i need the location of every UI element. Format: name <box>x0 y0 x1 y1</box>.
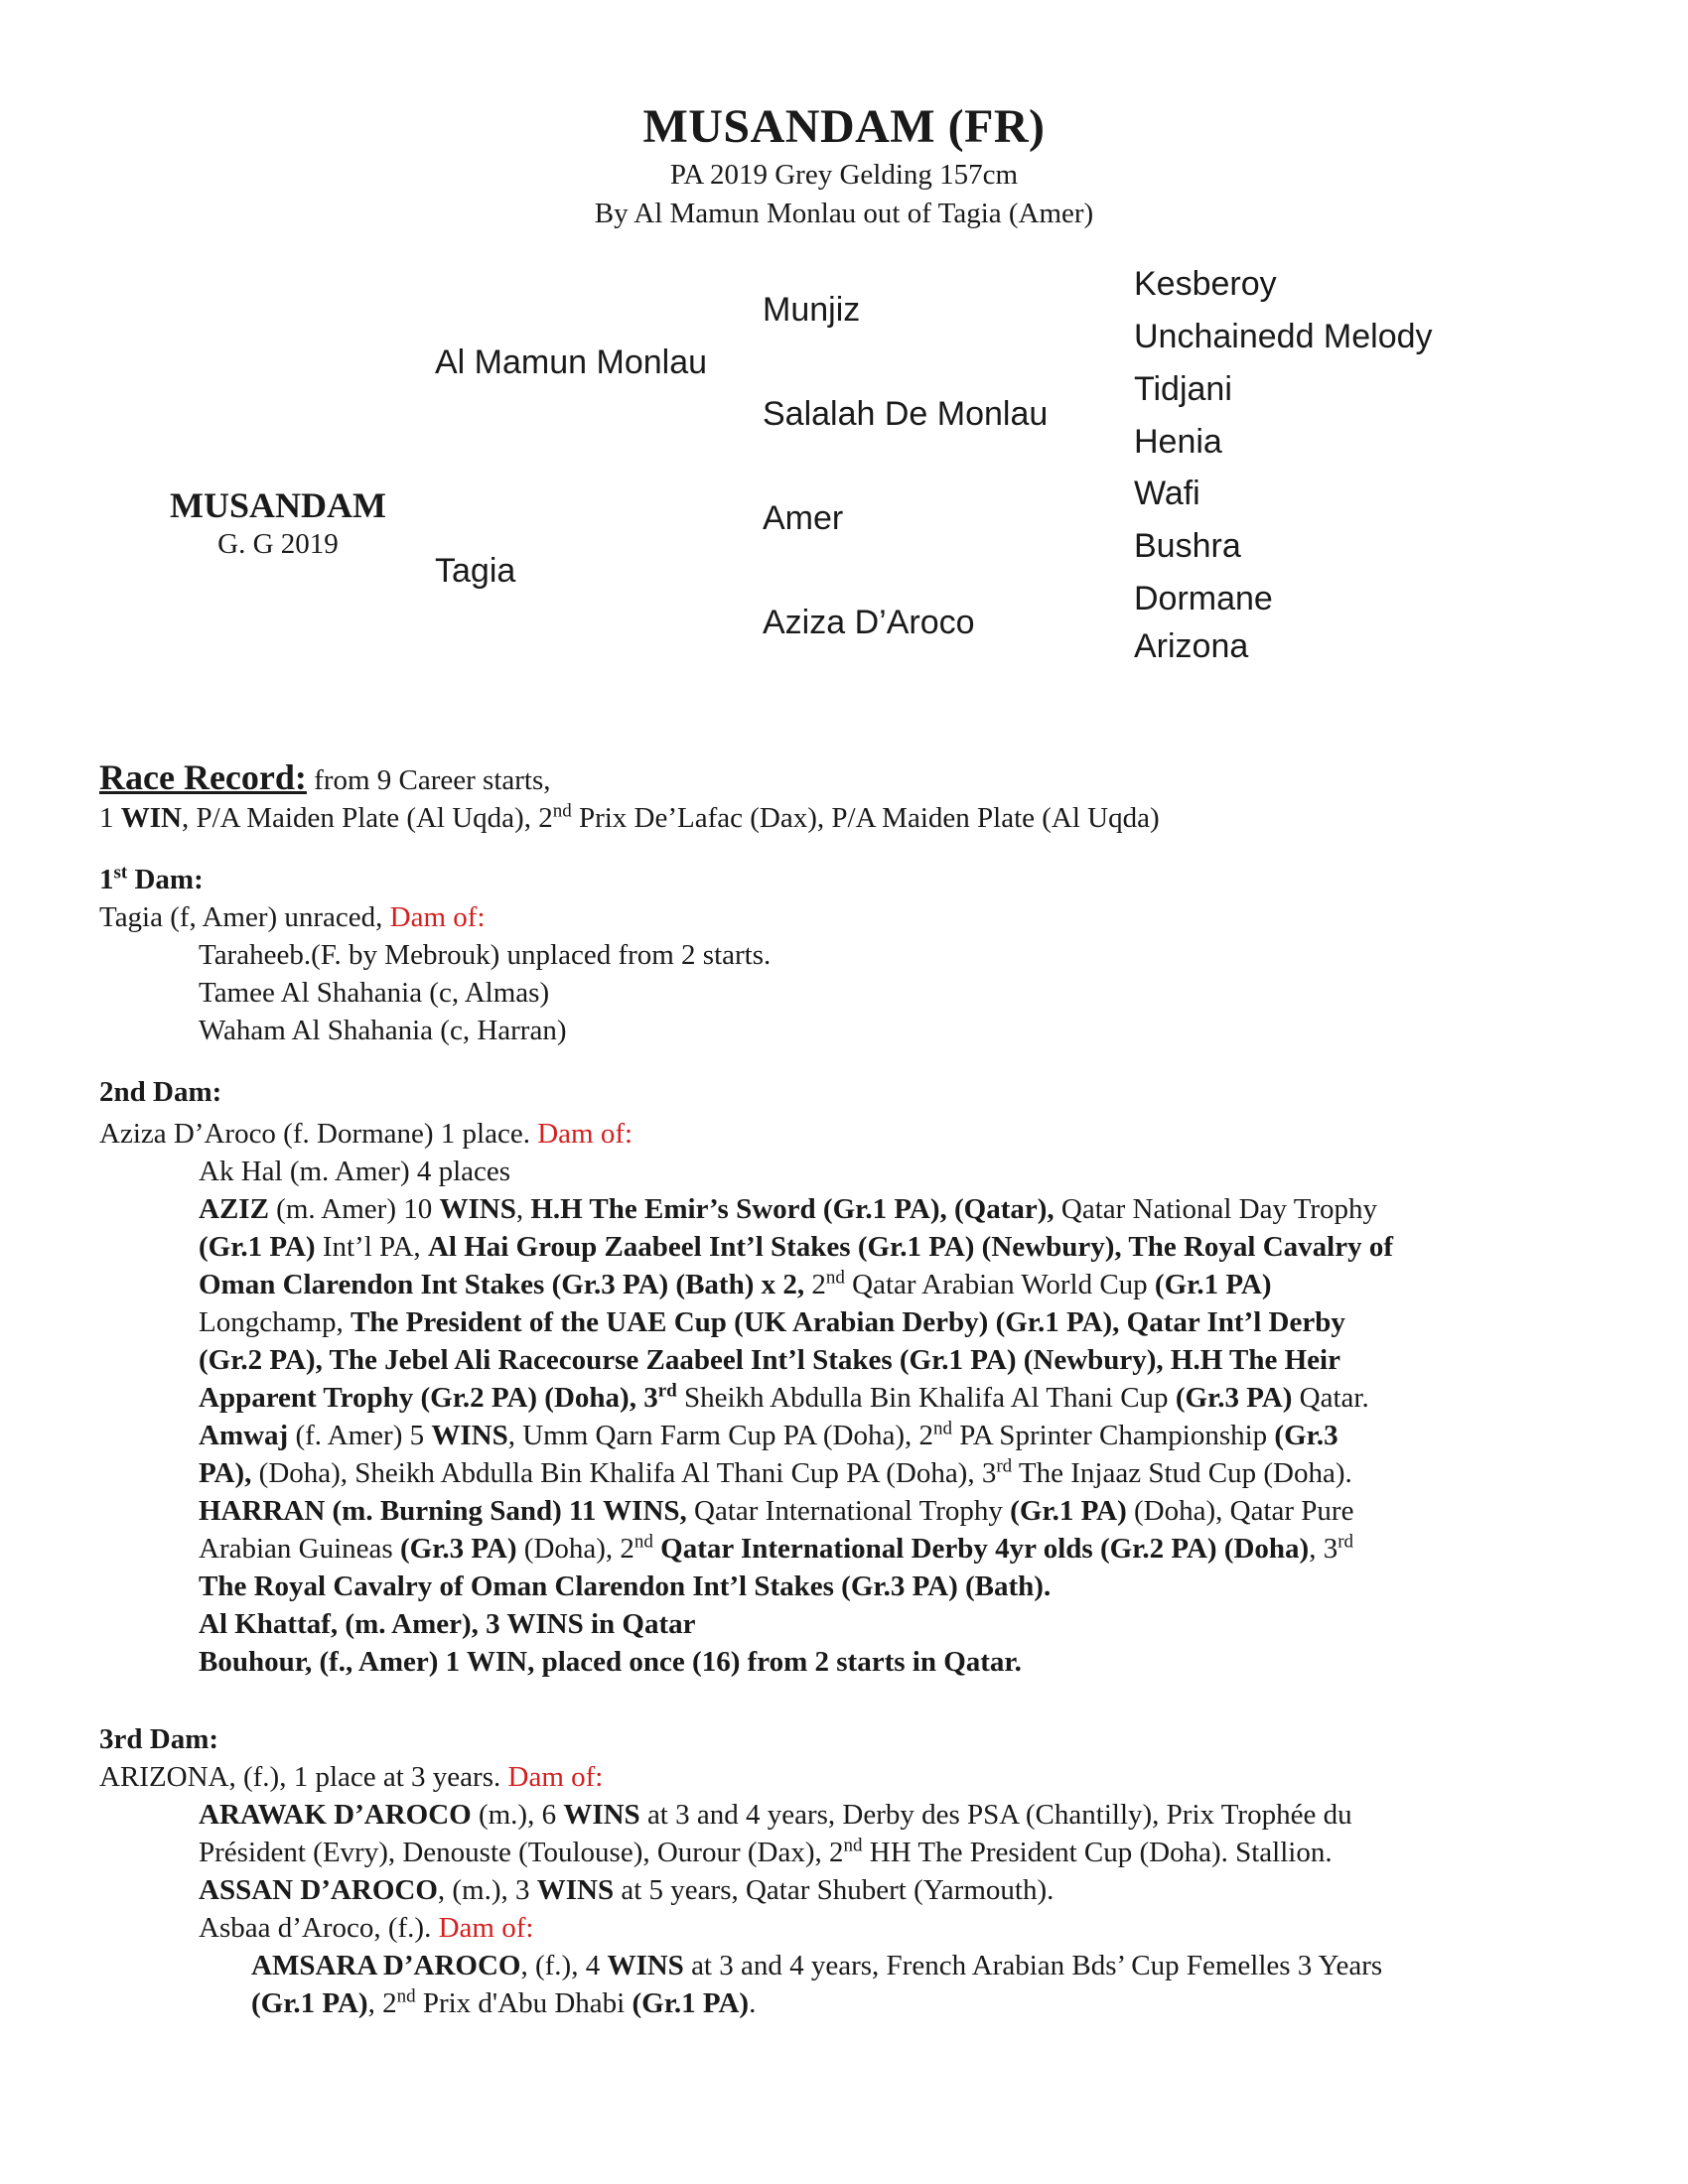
first-dam-intro: Tagia (f, Amer) unraced, Dam of: <box>99 901 486 933</box>
progeny-harran: HARRAN (m. Burning Sand) 11 WINS, Qatar International Trophy (Gr.1 PA) (Doha), Qatar Pure Arabian Guineas (Gr.3 PA) (Doha), 2nd Qatar International Derby 4yr olds (Gr.2 PA) (Doha), 3rd The Royal Cavalry of Oman Clarendon Int’l Stakes (Gr.3 PA) (Bath). <box>199 1495 1354 1602</box>
race-and-family-record <box>99 758 1628 2022</box>
breeding-line: By Al Mamun Monlau out of Tagia (Amer) <box>594 198 1094 229</box>
pedigree-great-grandparent: Unchainedd Melody <box>1134 318 1433 355</box>
pedigree-great-grandparent: Henia <box>1134 423 1222 461</box>
pedigree-dam: Tagia <box>435 552 516 590</box>
progeny-bouhour: Bouhour, (f., Amer) 1 WIN, placed once (16) from 2 starts in Qatar. <box>199 1646 1022 1678</box>
progeny-aziz: AZIZ (m. Amer) 10 WINS, H.H The Emir’s Sword (Gr.1 PA), (Qatar), Qatar National Day Trophy (Gr.1 PA) Int’l PA, Al Hai Group Zaabeel Int’l Stakes (Gr.1 PA) (Newbury), The Royal Cavalry of Oman Clarendon Int Stakes (Gr.3 PA) (Bath) x 2, 2nd Qatar Arabian World Cup (Gr.1 PA) Longchamp, The President of the UAE Cup (UK Arabian Derby) (Gr.1 PA), Qatar Int’l Derby (Gr.2 PA), The Jebel Ali Racecourse Zaabeel Int’l Stakes (Gr.1 PA) (Newbury), H.H The Heir Apparent Trophy (Gr.2 PA) (Doha), 3rd Sheikh Abdulla Bin Khalifa Al Thani Cup (Gr.3 PA) Qatar. <box>199 1193 1393 1414</box>
race-record-summary: Race Record: from 9 Career starts, <box>99 757 551 797</box>
progeny-al-khattaf: Al Khattaf, (m. Amer), 3 WINS in Qatar <box>199 1608 696 1640</box>
pedigree-grandparent: Salalah De Monlau <box>763 395 1049 433</box>
pedigree-great-grandparent: Bushra <box>1134 527 1241 565</box>
pedigree-great-grandparent: Wafi <box>1134 475 1200 512</box>
page-title: MUSANDAM (FR) <box>642 100 1046 153</box>
pedigree-great-grandparent: Tidjani <box>1134 370 1232 408</box>
pedigree-great-grandparent: Dormane <box>1134 580 1273 617</box>
pedigree-subject-name: MUSANDAM <box>170 485 386 525</box>
third-dam-intro: ARIZONA, (f.), 1 place at 3 years. Dam of: <box>99 1761 604 1793</box>
horse-description: PA 2019 Grey Gelding 157cm <box>669 159 1019 191</box>
pedigree-great-grandparent: Arizona <box>1134 627 1249 665</box>
race-record-wins: 1 WIN, P/A Maiden Plate (Al Uqda), 2nd Prix De’Lafac (Dax), P/A Maiden Plate (Al Uqda) <box>99 800 1160 834</box>
pedigree-grandparent: Amer <box>763 499 844 537</box>
second-dam-heading: 2nd Dam: <box>99 1076 222 1108</box>
pedigree-sire: Al Mamun Monlau <box>435 343 708 381</box>
list-item: Tamee Al Shahania (c, Almas) <box>199 977 550 1009</box>
progeny-arawak: ARAWAK D’AROCO (m.), 6 WINS at 3 and 4 years, Derby des PSA (Chantilly), Prix Trophée du Président (Evry), Denouste (Toulouse), Ourour (Dax), 2nd HH The President Cup (Doha). Stallion. <box>199 1799 1352 1868</box>
progeny-asbaa: Asbaa d’Aroco, (f.). Dam of: <box>199 1912 534 1944</box>
list-item: Waham Al Shahania (c, Harran) <box>199 1015 567 1046</box>
race-record-heading: Race Record: <box>99 757 307 797</box>
list-item: Taraheeb.(F. by Mebrouk) unplaced from 2 starts. <box>199 939 772 971</box>
list-item: Ak Hal (m. Amer) 4 places <box>199 1156 511 1187</box>
pedigree-great-grandparent: Kesberoy <box>1134 265 1277 303</box>
progeny-amsara: AMSARA D’AROCO, (f.), 4 WINS at 3 and 4 years, French Arabian Bds’ Cup Femelles 3 Years (Gr.1 PA), 2nd Prix d'Abu Dhabi (Gr.1 PA). <box>251 1950 1383 2019</box>
first-dam-heading: 1st Dam: <box>99 862 204 895</box>
pedigree-grandparent: Munjiz <box>763 291 861 329</box>
second-dam-intro: Aziza D’Aroco (f. Dormane) 1 place. Dam of: <box>99 1118 633 1150</box>
progeny-assan: ASSAN D’AROCO, (m.), 3 WINS at 5 years, Qatar Shubert (Yarmouth). <box>199 1874 1055 1906</box>
pedigree-grandparent: Aziza D’Aroco <box>763 604 975 641</box>
third-dam-heading: 3rd Dam: <box>99 1723 219 1755</box>
progeny-amwaj: Amwaj (f. Amer) 5 WINS, Umm Qarn Farm Cup PA (Doha), 2nd PA Sprinter Championship (Gr.3 PA), (Doha), Sheikh Abdulla Bin Khalifa Al Thani Cup PA (Doha), 3rd The Injaaz Stud Cup (Doha). <box>199 1418 1352 1489</box>
pedigree-subject-info: G. G 2019 <box>217 528 339 560</box>
